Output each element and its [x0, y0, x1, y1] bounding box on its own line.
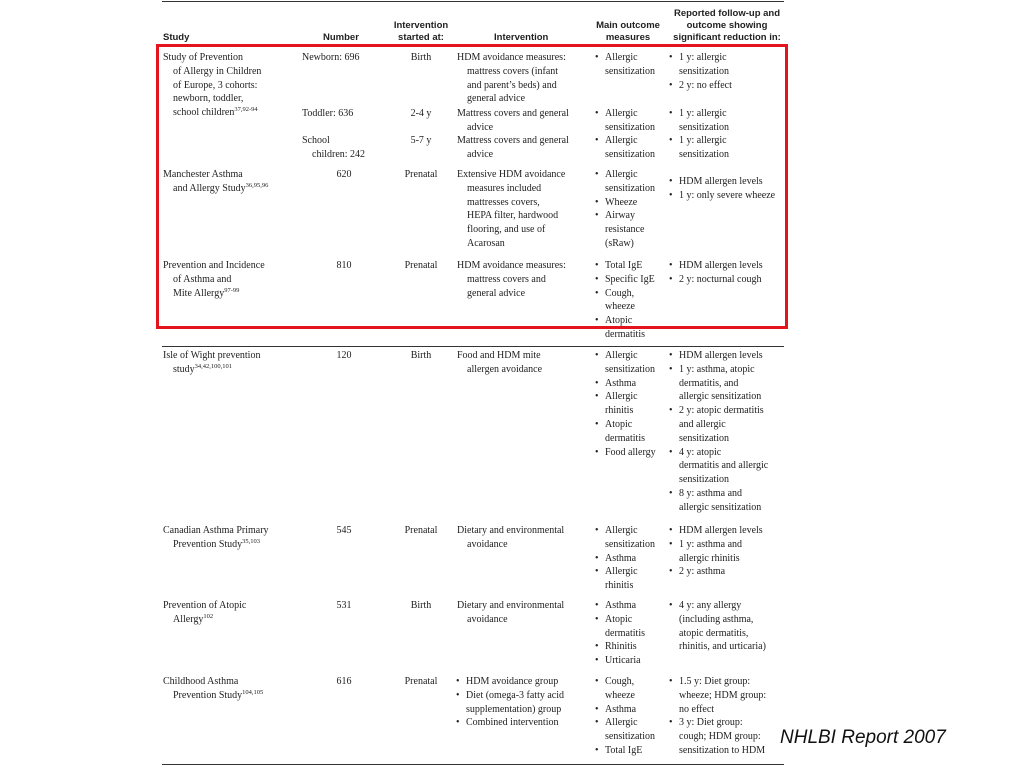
list-item: • Allergic sensitization: [594, 134, 655, 162]
intervention-cell: HDM avoidance measures: mattress covers (infant and parent’s beds) and general advice: [457, 52, 566, 105]
reference-superscript: 37,92-94: [234, 106, 258, 114]
list-item: • Total IgE: [594, 744, 655, 758]
list-item: • HDM avoidance group: [455, 675, 564, 689]
list-item: • Specific IgE: [594, 273, 655, 287]
header-study: Study: [163, 32, 190, 43]
list-item: • Asthma: [594, 552, 655, 566]
outcome-list: [594, 349, 656, 459]
study-name: Canadian Asthma Primary Prevention Study$^{35,103}$: [163, 525, 269, 550]
started-cell: Prenatal: [404, 676, 438, 687]
number-cell: 810: [336, 260, 352, 271]
list-item: • 8 y: asthma and allergic sensitization: [668, 487, 768, 515]
intervention-cell: HDM avoidance measures: mattress covers and general advice: [457, 260, 566, 299]
reference-superscript: 102: [203, 612, 214, 620]
list-item: • Airway resistance (sRaw): [594, 209, 655, 250]
list-item: • Rhinitis: [594, 640, 645, 654]
reference-superscript: 34,42,100,101: [194, 362, 233, 370]
list-item: • Allergic sensitization: [594, 168, 655, 196]
header-number: Number: [323, 32, 359, 43]
list-item: • 1 y: allergic sensitization: [668, 134, 729, 162]
list-item: • 1 y: allergic sensitization: [668, 51, 732, 79]
header-intervention: Intervention: [494, 32, 549, 43]
table-bottom-rule: [162, 764, 784, 765]
number-cell: Newborn: 696: [302, 52, 360, 63]
number-cell: 531: [336, 600, 352, 611]
list-item: • HDM allergen levels: [668, 175, 775, 189]
list-item: • HDM allergen levels: [668, 524, 763, 538]
number-cell: Toddler: 636: [302, 108, 354, 119]
followup-list: [668, 349, 768, 515]
list-item: • Asthma: [594, 599, 645, 613]
list-item: • 4 y: atopic dermatitis and allergic sensitization: [668, 446, 768, 487]
list-item: • Combined intervention: [455, 716, 564, 730]
list-item: • HDM allergen levels: [668, 259, 763, 273]
intervention-cell: Extensive HDM avoidance measures included mattresses covers, HEPA filter, hardwood flooring, and use of Acarosan: [457, 169, 566, 249]
started-cell: Birth: [410, 52, 432, 63]
reference-superscript: 104,105: [242, 688, 264, 696]
intervention-cell: Food and HDM mite allergen avoidance: [457, 350, 543, 375]
outcome-list: [594, 675, 655, 758]
list-item: • Allergic sensitization: [594, 349, 656, 377]
reference-superscript: 97-99: [224, 286, 240, 294]
followup-list: [668, 599, 766, 654]
intervention-cell: Mattress covers and general advice: [457, 108, 569, 133]
list-item: • 2 y: atopic dermatitis and allergic sensitization: [668, 404, 768, 445]
started-cell: Birth: [410, 600, 432, 611]
number-cell: School children: 242: [302, 135, 366, 160]
list-item: • 2 y: asthma: [668, 565, 763, 579]
outcome-list: [594, 524, 655, 593]
list-item: • Wheeze: [594, 196, 655, 210]
started-cell: Prenatal: [404, 260, 438, 271]
list-item: • 1.5 y: Diet group: wheeze; HDM group: no effect: [668, 675, 766, 716]
list-item: • 3 y: Diet group: cough; HDM group: sensitization to HDM: [668, 716, 766, 757]
list-item: • Food allergy: [594, 446, 656, 460]
header-main-outcome: Main outcome measures: [596, 20, 660, 43]
outcome-list: [594, 599, 645, 668]
list-item: • Atopic dermatitis: [594, 314, 655, 342]
number-cell: 120: [336, 350, 352, 361]
list-item: • Allergic sensitization: [594, 716, 655, 744]
list-item: • HDM allergen levels: [668, 349, 768, 363]
reference-superscript: 35,103: [242, 537, 261, 545]
list-item: • Allergic rhinitis: [594, 390, 656, 418]
followup-list: [668, 675, 766, 758]
number-cell: 545: [336, 525, 352, 536]
list-item: • Atopic dermatitis: [594, 613, 645, 641]
followup-list: [668, 524, 763, 579]
header-followup: Reported follow-up and outcome showing significant reduction in:: [673, 8, 781, 43]
number-cell: 616: [336, 676, 352, 687]
intervention-list: [455, 675, 564, 730]
study-name: Prevention and Incidence of Asthma and Mite Allergy$^{97-99}$: [163, 260, 265, 299]
list-item: • 1 y: allergic sensitization: [668, 107, 729, 135]
list-item: • Asthma: [594, 703, 655, 717]
header-started: Intervention started at:: [393, 20, 449, 43]
list-item: • Atopic dermatitis: [594, 418, 656, 446]
source-caption: NHLBI Report 2007: [780, 727, 946, 748]
list-item: • 4 y: any allergy (including asthma, atopic dermatitis, rhinitis, and urticaria): [668, 599, 766, 654]
started-cell: 2-4 y: [410, 108, 432, 119]
list-item: • 2 y: no effect: [668, 79, 732, 93]
list-item: • Asthma: [594, 377, 656, 391]
intervention-cell: Mattress covers and general advice: [457, 135, 569, 160]
number-cell: 620: [336, 169, 352, 180]
study-name: Manchester Asthma and Allergy Study$^{36,95,96}$: [163, 169, 269, 194]
list-item: • Diet (omega-3 fatty acid supplementation) group: [455, 689, 564, 717]
list-item: • Cough, wheeze: [594, 675, 655, 703]
intervention-cell: Dietary and environmental avoidance: [457, 525, 565, 550]
study-name: Childhood Asthma Prevention Study$^{104,105}$: [163, 676, 264, 701]
list-item: • Total IgE: [594, 259, 655, 273]
list-item: • Allergic sensitization: [594, 107, 655, 135]
study-name: Prevention of Atopic Allergy$^{102}$: [163, 600, 247, 625]
list-item: • Urticaria: [594, 654, 645, 668]
started-cell: 5-7 y: [410, 135, 432, 146]
list-item: • 1 y: asthma and allergic rhinitis: [668, 538, 763, 566]
list-item: • 1 y: only severe wheeze: [668, 189, 775, 203]
started-cell: Birth: [410, 350, 432, 361]
table-top-rule: [162, 1, 784, 2]
list-item: • Allergic sensitization: [594, 51, 655, 79]
row-divider: [162, 346, 784, 347]
list-item: • Allergic rhinitis: [594, 565, 655, 593]
highlight-box: [156, 44, 788, 329]
started-cell: Prenatal: [404, 169, 438, 180]
list-item: • Cough, wheeze: [594, 287, 655, 315]
study-name: Isle of Wight prevention study$^{34,42,100,101}$: [163, 350, 261, 375]
study-name: Study of Prevention of Allergy in Children of Europe, 3 cohorts: newborn, toddler, school children$^{37,92-94}$: [163, 52, 262, 119]
list-item: • Allergic sensitization: [594, 524, 655, 552]
list-item: • 1 y: asthma, atopic dermatitis, and allergic sensitization: [668, 363, 768, 404]
list-item: • 2 y: nocturnal cough: [668, 273, 763, 287]
reference-superscript: 36,95,96: [245, 181, 269, 189]
started-cell: Prenatal: [404, 525, 438, 536]
intervention-cell: Dietary and environmental avoidance: [457, 600, 565, 625]
